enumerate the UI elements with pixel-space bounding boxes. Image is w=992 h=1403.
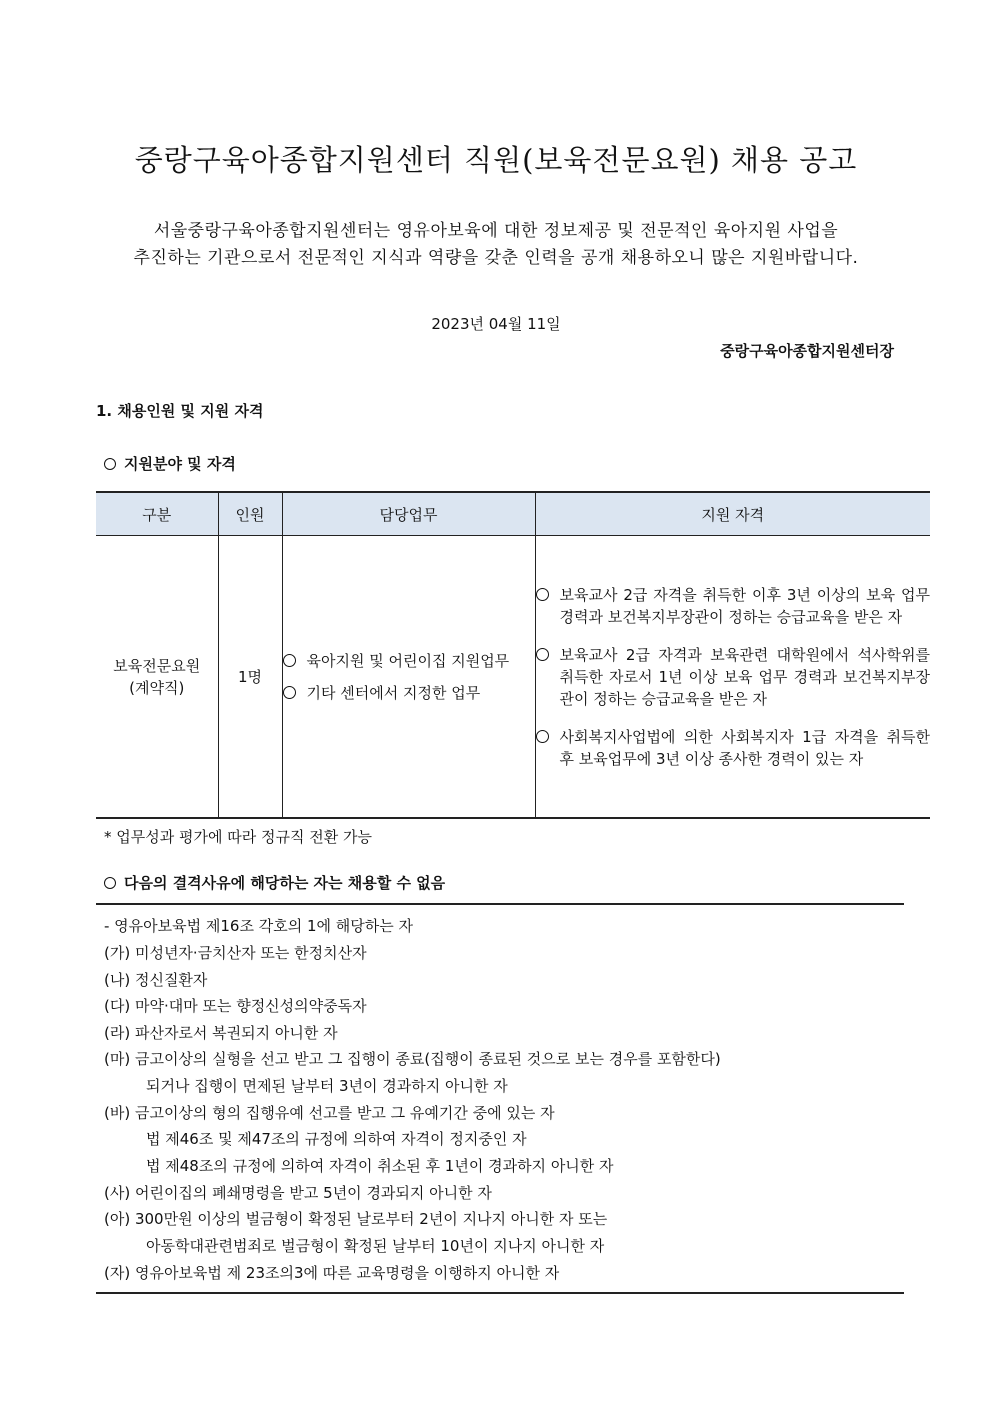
- list-item: (마) 금고이상의 실형을 선고 받고 그 집행이 종료(집행이 종료된 것으로 보는 경우를 포함한다): [104, 1050, 721, 1068]
- headcount-cell: 1명: [218, 536, 282, 819]
- qualification-item: 사회복지사업법에 의한 사회복지자 1급 자격을 취득한 후 보육업무에 3년 이상 종사한 경력이 있는 자: [536, 726, 931, 770]
- qualifications-cell: [535, 536, 930, 819]
- page-title: 중랑구육아종합지원센터 직원(보육전문요원) 채용 공고: [134, 143, 858, 177]
- intro-line-2: 추진하는 기관으로서 전문적인 지식과 역량을 갖춘 인력을 공개 채용하오니 많은 지원바랍니다.: [133, 248, 859, 268]
- duties-cell: [282, 536, 535, 819]
- subsection-heading: [104, 872, 445, 893]
- section-heading: 1. 채용인원 및 지원 자격: [96, 402, 264, 420]
- disqualification-list: [96, 903, 904, 1294]
- circle-bullet-icon: [283, 654, 296, 667]
- announcement-date: 2023년 04월 11일: [431, 315, 561, 333]
- intro-line-1: 서울중랑구육아종합지원센터는 영유아보육에 대한 정보제공 및 전문적인 육아지원 사업을: [153, 221, 839, 241]
- circle-bullet-icon: [104, 458, 116, 470]
- circle-bullet-icon: [104, 877, 116, 889]
- qualification-item: 보육교사 2급 자격을 취득한 이후 3년 이상의 보육 업무 경력과 보건복지부장관이 정하는 승급교육을 받은 자: [536, 584, 931, 628]
- recruitment-table: [96, 491, 930, 819]
- list-item: (아) 300만원 이상의 벌금형이 확정된 날로부터 2년이 지나지 아니한 자 또는: [104, 1210, 608, 1228]
- circle-bullet-icon: [536, 648, 549, 661]
- duty-item: 기타 센터에서 지정한 업무: [283, 682, 535, 704]
- list-item: (사) 어린이집의 폐쇄명령을 받고 5년이 경과되지 아니한 자: [104, 1184, 492, 1202]
- list-item: (라) 파산자로서 복권되지 아니한 자: [104, 1024, 338, 1042]
- category-cell: [96, 536, 218, 819]
- list-item: 되거나 집행이 면제된 날부터 3년이 경과하지 아니한 자: [146, 1077, 508, 1095]
- category-label: 보육전문요원: [113, 656, 201, 675]
- table-header-cell: 구분: [96, 492, 218, 536]
- subsection-heading-text: 다음의 결격사유에 해당하는 자는 채용할 수 없음: [124, 874, 446, 892]
- intro-paragraph: [60, 218, 932, 272]
- subsection-heading: [104, 453, 236, 474]
- circle-bullet-icon: [536, 730, 549, 743]
- list-item: 법 제48조의 규정에 의하여 자격이 취소된 후 1년이 경과하지 아니한 자: [146, 1157, 614, 1175]
- contract-type-label: (계약직): [129, 678, 185, 697]
- list-item: 법 제46조 및 제47조의 규정에 의하여 자격이 정지중인 자: [146, 1130, 527, 1148]
- list-item: 아동학대관련범죄로 벌금형이 확정된 날부터 10년이 지나지 아니한 자: [146, 1237, 605, 1255]
- table-note: * 업무성과 평가에 따라 정규직 전환 가능: [104, 828, 372, 846]
- circle-bullet-icon: [283, 686, 296, 699]
- list-item: - 영유아보육법 제16조 각호의 1에 해당하는 자: [104, 917, 413, 935]
- list-item: (가) 미성년자·금치산자 또는 한정치산자: [104, 944, 367, 962]
- duty-item: 육아지원 및 어린이집 지원업무: [283, 650, 535, 672]
- list-item: (바) 금고이상의 형의 집행유예 선고를 받고 그 유예기간 중에 있는 자: [104, 1104, 555, 1122]
- list-item: (자) 영유아보육법 제 23조의3에 따른 교육명령을 이행하지 아니한 자: [104, 1264, 560, 1282]
- circle-bullet-icon: [536, 588, 549, 601]
- list-item: (다) 마약·대마 또는 향정신성의약중독자: [104, 997, 367, 1015]
- table-header-cell: 지원 자격: [535, 492, 930, 536]
- table-row: [96, 536, 930, 819]
- qualification-item: 보육교사 2급 자격과 보육관련 대학원에서 석사학위를 취득한 자로서 1년 이상 보육 업무 경력과 보건복지부장관이 정하는 승급교육을 받은 자: [536, 644, 931, 710]
- issuer: 중랑구육아종합지원센터장: [720, 342, 894, 360]
- table-header-row: [96, 492, 930, 536]
- table-header-cell: 담당업무: [282, 492, 535, 536]
- subsection-heading-text: 지원분야 및 자격: [124, 455, 236, 473]
- table-header-cell: 인원: [218, 492, 282, 536]
- list-item: (나) 정신질환자: [104, 971, 208, 989]
